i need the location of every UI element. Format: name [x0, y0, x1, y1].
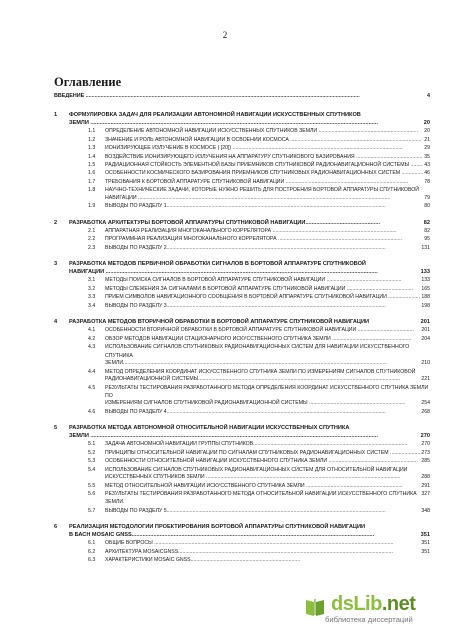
toc-section[interactable] — [54, 507, 430, 515]
toc-number: 1.5 — [88, 162, 96, 169]
toc-title: АРХИТЕКТУРА MOSAICGNSS..................................................................................................................................................... — [105, 548, 393, 555]
toc-section[interactable] — [54, 169, 430, 177]
toc-number: 5.3 — [88, 458, 96, 465]
toc-number: 3.3 — [88, 294, 96, 301]
toc-entry-intro[interactable] — [54, 92, 430, 100]
toc-chapter[interactable] — [54, 424, 430, 432]
toc-section[interactable] — [54, 178, 430, 186]
toc-page-number: 291 — [421, 482, 430, 489]
toc-number: 1.8 — [88, 187, 96, 194]
toc-section[interactable] — [54, 302, 430, 310]
toc-section[interactable] — [54, 244, 430, 252]
toc-title: НАУЧНО-ТЕХНИЧЕСКИЕ ЗАДАЧИ, КОТОРЫЕ НУЖНО РЕШИТЬ ДЛЯ ПОСТРОЕНИЯ БОРТОВОЙ АППАРАТУРЫ СПУТНИКОВОЙ — [105, 187, 420, 194]
toc-title: МЕТОД ОПРЕДЕЛЕНИЯ КООРДИНАТ ИСКУССТВЕННОГО СПУТНИКА ЗЕМЛИ ПО ИЗМЕРЕНИЯМ СИГНАЛОВ СПУТНИКОВОЙ — [105, 368, 416, 375]
toc-section[interactable] — [54, 326, 430, 334]
toc-page-number: 351 — [421, 540, 430, 547]
toc-page-number: 201 — [421, 327, 430, 334]
toc-number: 2 — [54, 219, 58, 226]
toc-title: ВЫВОДЫ ПО РАЗДЕЛУ 1........................................................................................................................................................ — [105, 203, 386, 210]
toc-section[interactable] — [54, 202, 430, 210]
toc-section[interactable] — [54, 440, 430, 448]
book-logo-icon — [303, 595, 327, 619]
toc-section[interactable] — [54, 449, 430, 457]
toc-page-number: 20 — [424, 128, 430, 135]
toc-page-number: 268 — [421, 408, 430, 415]
toc-page-number: 254 — [421, 400, 430, 407]
toc-number: 4 — [54, 318, 58, 325]
watermark-subtitle: библиотека диссертаций — [325, 615, 413, 624]
toc-title: ОСОБЕННОСТИ ОТНОСИТЕЛЬНОЙ НАВИГАЦИИ ИСКУССТВЕННОГО СПУТНИКА ЗЕМЛИ .............................................................. — [105, 458, 418, 465]
toc-chapter[interactable] — [54, 260, 430, 268]
toc-number: 4.2 — [88, 335, 96, 342]
toc-number: 3.4 — [88, 302, 96, 309]
toc-title: РЕЗУЛЬТАТЫ ТЕСТИРОВАНИЯ РАЗРАБОТАННОГО МЕТОДА ОТНОСИТЕЛЬНОЙ НАВИГАЦИИ ИСКУССТВЕННОГО СПУТНИКА ЗЕМЛИ. — [105, 490, 417, 506]
toc-number: 4.1 — [88, 327, 96, 334]
toc-page-number: 21 — [424, 136, 430, 143]
toc-page-number: 221 — [421, 375, 430, 382]
toc-section[interactable] — [54, 368, 430, 376]
watermark-logo — [331, 593, 415, 616]
toc-number: 1.2 — [88, 136, 96, 143]
toc-page-number: 198 — [421, 302, 430, 309]
toc-number: 4.6 — [88, 408, 96, 415]
toc-chapter[interactable] — [54, 433, 430, 441]
toc-title: ВОЗДЕЙСТВИЕ ИОНИЗИРУЮЩЕГО ИЗЛУЧЕНИЯ НА АППАРАТУРУ СПУТНИКОВОГО БАЗИРОВАНИЯ .............................................. — [105, 153, 423, 160]
toc-title: ПРИНЦИПЫ ОТНОСИТЕЛЬНОЙ НАВИГАЦИИ ПО СИГНАЛАМ СПУТНИКОВЫХ РАДИОНАВИГАЦИОННЫХ СИСТЕМ ..................... — [105, 449, 421, 456]
toc-chapter[interactable] — [54, 111, 430, 119]
toc-page-number: 82 — [424, 228, 430, 235]
toc-page-number: 131 — [421, 244, 430, 251]
toc-number: 4.3 — [88, 344, 96, 351]
toc-number: 5.5 — [88, 482, 96, 489]
toc-title: НАВИГАЦИИ ............................................................................................................................................................................... — [69, 268, 378, 275]
toc-page-number: 133 — [420, 268, 430, 275]
toc-section[interactable] — [54, 384, 430, 401]
toc-page-number: 4 — [427, 93, 430, 99]
toc-title: ЗЕМЛИ ......................................................................................................................................................................................... — [69, 432, 378, 439]
toc-number: 5.6 — [88, 490, 96, 497]
table-of-contents — [54, 92, 430, 564]
toc-section[interactable] — [54, 276, 430, 284]
toc-chapter[interactable] — [54, 523, 430, 531]
toc-title: ОБЗОР МЕТОДОВ НАВИГАЦИИ СТАЦИОНАРНОГО ИСКУССТВЕННОГО СПУТНИКА ЗЕМЛИ ....................................................... — [105, 335, 412, 342]
toc-number: 3 — [54, 261, 58, 268]
toc-page-number: 133 — [421, 277, 430, 284]
toc-number: 1.4 — [88, 153, 96, 160]
toc-chapter[interactable] — [54, 219, 430, 227]
toc-page-number: 43 — [424, 162, 430, 169]
toc-title: ХАРАКТЕРИСТИКИ MOSAIC GNSS............................................................................ — [105, 557, 301, 563]
toc-title: ИСПОЛЬЗОВАНИЕ СИГНАЛОВ СПУТНИКОВЫХ РАДИОНАВИГАЦИОННЫХ СИСТЕМ ДЛЯ НАВИГАЦИИ ИСКУССТВЕННОГО СПУТНИКА — [105, 344, 410, 359]
toc-title: ВЫВОДЫ ПО РАЗДЕЛУ 2........................................................................................................................................................ — [105, 244, 386, 251]
toc-chapter[interactable] — [54, 120, 430, 128]
toc-number: 1.7 — [88, 178, 96, 185]
toc-section[interactable] — [54, 482, 430, 490]
toc-page-number: 29 — [424, 145, 430, 152]
toc-section[interactable] — [54, 136, 430, 144]
toc-page-number: 288 — [421, 473, 430, 480]
page-title: Оглавление — [54, 75, 122, 89]
toc-title: ЗАДАЧА АВТОНОМНОЙ НАВИГАЦИИ ГРУППЫ СПУТНИКОВ........................................................................................................... — [105, 441, 408, 448]
toc-number: 6.3 — [88, 557, 96, 563]
toc-section[interactable] — [54, 376, 430, 384]
toc-section[interactable] — [54, 457, 430, 465]
toc-page-number: 270 — [420, 432, 430, 439]
toc-number: 5.1 — [88, 441, 96, 448]
toc-section[interactable] — [54, 360, 430, 368]
toc-title: ТРЕБОВАНИЯ К БОРТОВОЙ АППАРАТУРЕ СПУТНИКОВОЙ НАВИГАЦИИ ..................................................................................... — [105, 178, 409, 185]
toc-page-number: 351 — [420, 531, 430, 538]
toc-page-number: 79 — [424, 194, 430, 201]
toc-number: 1.3 — [88, 145, 96, 152]
toc-page-number: 204 — [421, 335, 430, 342]
toc-section[interactable] — [54, 335, 430, 343]
toc-title: РАЗРАБОТКА АРХИТЕКТУРЫ БОРТОВОЙ АППАРАТУРЫ СПУТНИКОВОЙ НАВИГАЦИИ................................................ — [69, 219, 381, 226]
page-number: 2 — [222, 30, 228, 40]
toc-number: 2.1 — [88, 228, 96, 235]
toc-page-number: 95 — [424, 236, 430, 243]
toc-title: ВВЕДЕНИЕ ....................................................................................................................................................................................... — [54, 93, 360, 99]
toc-number: 2.2 — [88, 236, 96, 243]
toc-section[interactable] — [54, 153, 430, 161]
toc-title: ПРИЕМ СИМВОЛОВ НАВИГАЦИОННОГО СООБЩЕНИЯ В БОРТОВОЙ АППАРАТУРЕ СПУТНИКОВОЙ НАВИГАЦИИ ...................... — [105, 294, 421, 301]
toc-section[interactable] — [54, 235, 430, 243]
toc-number: 1.9 — [88, 203, 96, 210]
toc-section[interactable] — [54, 127, 430, 135]
toc-page-number: 270 — [421, 441, 430, 448]
toc-number: 5.2 — [88, 449, 96, 456]
toc-page-number: 210 — [421, 359, 430, 366]
toc-section[interactable] — [54, 293, 430, 301]
toc-number: 2.3 — [88, 244, 96, 251]
toc-number: 5.4 — [88, 466, 96, 473]
toc-title: ИСКУССТВЕННЫХ СПУТНИКОВ ЗЕМЛИ ....................................................................................................................................... — [105, 473, 401, 480]
toc-chapter[interactable] — [54, 269, 430, 277]
toc-title: ЗЕМЛИ....................................................................................................................................................................................... — [105, 359, 387, 366]
toc-page-number: 188 — [421, 294, 430, 301]
toc-section[interactable] — [54, 408, 430, 416]
toc-title: РАЗРАБОТКА МЕТОДОВ ПЕРВИЧНОЙ ОБРАБОТКИ СИГНАЛОВ В БОРТОВОЙ АППАРАТУРЕ СПУТНИКОВОЙ — [69, 261, 366, 268]
toc-title: ИСПОЛЬЗОВАНИЕ СИГНАЛОВ СПУТНИКОВЫХ РАДИОНАВИГАЦИОННЫХ СИСТЕМ ДЛЯ ОТНОСИТЕЛЬНОЙ НАВИГАЦИИ — [105, 466, 408, 473]
toc-number: 5.7 — [88, 507, 96, 514]
toc-number: 5 — [54, 425, 58, 432]
toc-title: ОСОБЕННОСТИ ВТОРИЧНОЙ ОБРАБОТКИ В БОРТОВОЙ АППАРАТУРЕ СПУТНИКОВОЙ НАВИГАЦИИ ....................................... — [105, 327, 414, 334]
toc-number: 4.4 — [88, 368, 96, 375]
toc-title: РЕАЛИЗАЦИЯ МЕТОДОЛОГИИ ПРОЕКТИРОВАНИЯ БОРТОВОЙ АППАРАТУРЫ СПУТНИКОВОЙ НАВИГАЦИИ — [69, 524, 366, 531]
toc-number: 6 — [54, 524, 58, 531]
toc-title: РАДИОНАВИГАЦИОННОЙ СИСТЕМЫ............................................................................................................................................ — [105, 375, 401, 382]
toc-section[interactable] — [54, 186, 430, 194]
toc-title: ВЫВОДЫ ПО РАЗДЕЛУ 5........................................................................................................................................................ — [105, 507, 386, 514]
toc-page-number: 327 — [421, 490, 430, 497]
toc-page-number: 351 — [421, 548, 430, 555]
toc-section[interactable] — [54, 195, 430, 203]
toc-title: ПРОГРАММНАЯ РЕАЛИЗАЦИЯ МНОГОКАНАЛЬНОГО КОРРЕЛЯТОРА ...................................................................................... — [105, 236, 403, 243]
toc-page-number: 35 — [424, 153, 430, 160]
toc-title: ОБЩИЕ ВОПРОСЫ ...................................................................................................................................................................... — [105, 540, 394, 547]
toc-title: ИЗМЕРЕНИЯМ СИГНАЛОВ СПУТНИКОВОЙ РАДИОНАВИГАЦИОННОЙ СИСТЕМЫ ................................................................... — [105, 400, 406, 407]
watermark-logo-part1: dsLib — [331, 593, 382, 615]
toc-title: ФОРМУЛИРОВКА ЗАДАЧ ДЛЯ РЕАЛИЗАЦИИ АВТОНОМНОЙ НАВИГАЦИИ ИСКУССТВЕННЫХ СПУТНИКОВ — [69, 112, 361, 119]
toc-page-number: 285 — [421, 458, 430, 465]
toc-title: НАВИГАЦИИ ............................................................................................................................................................................... — [105, 194, 391, 201]
toc-page-number: 201 — [420, 318, 430, 325]
toc-title: ОПРЕДЕЛЕНИЕ АВТОНОМНОЙ НАВИГАЦИИ ИСКУССТВЕННЫХ СПУТНИКОВ ЗЕМЛИ ..................................................................... — [105, 128, 419, 135]
toc-section[interactable] — [54, 400, 430, 408]
toc-title: РАДИАЦИОННАЯ СТОЙКОСТЬ ЭЛЕМЕНТНОЙ БАЗЫ ПРИЕМНИКОВ СПУТНИКОВОЙ РАДИОНАВИГАЦИОННОЙ СИСТЕМЫ ........ — [105, 162, 423, 169]
toc-title: АППАРАТНАЯ РЕАЛИЗАЦИЯ МНОГОКАНАЛЬНОГО КОРРЕЛЯТОРА ...................................................................................... — [105, 228, 397, 235]
toc-title: В БАСН MOSAIC GNSS............................................................................................................................................................ — [69, 531, 375, 538]
toc-title: ЗНАЧЕНИЕ И РОЛЬ АВТОНОМНОЙ НАВИГАЦИИ В ОСВОЕНИИ КОСМОСА ........................................................................................... — [105, 136, 422, 143]
toc-section[interactable] — [54, 161, 430, 169]
toc-number: 1 — [54, 112, 58, 119]
toc-title: РАЗРАБОТКА МЕТОДА АВТОНОМНОЙ ОТНОСИТЕЛЬНОЙ НАВИГАЦИИ ИСКУССТВЕННЫХ СПУТНИКА — [69, 425, 350, 432]
toc-page-number: 46 — [424, 170, 430, 177]
toc-chapter[interactable] — [54, 532, 430, 540]
toc-title: ВЫВОДЫ ПО РАЗДЕЛУ 4........................................................................................................................................................ — [105, 408, 386, 415]
toc-section[interactable] — [54, 556, 430, 564]
toc-page-number: 82 — [423, 219, 430, 226]
toc-title: ОСОБЕННОСТИ КОСМИЧЕСКОГО БАЗИРОВАНИЯ ПРИЕМНИКОВ СПУТНИКОВЫХ РАДИОНАВИГАЦИОННЫХ СИСТЕМ ............... — [105, 170, 424, 177]
toc-title: МЕТОДЫ СЛЕЖЕНИЯ ЗА СИГНАЛАМИ В БОРТОВОЙ АППАРАТУРЕ СПУТНИКОВОЙ НАВИГАЦИИ .............................................. — [105, 285, 414, 292]
toc-page-number: 78 — [424, 178, 430, 185]
toc-section[interactable] — [54, 285, 430, 293]
toc-title: РАЗРАБОТКА МЕТОДОВ ВТОРИЧНОЙ ОБРАБОТКИ В БОРТОВОЙ АППАРАТУРЕ СПУТНИКОВОЙ НАВИГАЦИИ — [69, 318, 370, 325]
toc-page-number: 80 — [424, 203, 430, 210]
toc-section[interactable] — [54, 466, 430, 474]
toc-page-number: 273 — [421, 449, 430, 456]
toc-section[interactable] — [54, 539, 430, 547]
toc-section[interactable] — [54, 490, 430, 507]
toc-section[interactable] — [54, 343, 430, 360]
toc-title: ВЫВОДЫ ПО РАЗДЕЛУ 3........................................................................................................................................................ — [105, 302, 386, 309]
toc-title: МЕТОД ОТНОСИТЕЛЬНОЙ НАВИГАЦИИ ИСКУССТВЕННОГО СПУТНИКА ЗЕМЛИ ................................................................... — [105, 482, 403, 489]
watermark — [301, 593, 436, 627]
watermark-logo-part2: .net — [381, 593, 416, 615]
toc-number: 1.1 — [88, 128, 96, 135]
toc-page-number: 165 — [421, 285, 430, 292]
toc-number: 1.6 — [88, 170, 96, 177]
toc-number: 3.2 — [88, 285, 96, 292]
toc-section[interactable] — [54, 474, 430, 482]
toc-number: 4.5 — [88, 384, 96, 391]
toc-section[interactable] — [54, 548, 430, 556]
toc-chapter[interactable] — [54, 318, 430, 326]
toc-title: РЕЗУЛЬТАТЫ ТЕСТИРОВАНИЯ РАЗРАБОТАННОГО МЕТОДА ОПРЕДЕЛЕНИЯ КООРДИНАТ ИСКУССТВЕННОГО СПУТНИКА ЗЕМЛИ ПО — [105, 384, 429, 399]
toc-section[interactable] — [54, 227, 430, 235]
toc-title: ИОНИЗИРУЮЩЕЕ ИЗЛУЧЕНИЕ В КОСМОСЕ ( [20]) ...................................................................................................................... — [105, 145, 403, 152]
toc-section[interactable] — [54, 144, 430, 152]
toc-title: МЕТОДЫ ПОИСКА СИГНАЛОВ В БОРТОВОЙ АППАРАТУРЕ СПУТНИКОВОЙ НАВИГАЦИИ .................................................... — [105, 277, 402, 284]
toc-number: 3.1 — [88, 277, 96, 284]
toc-number: 6.2 — [88, 548, 96, 555]
toc-title: ЗЕМЛИ ......................................................................................................................................................................................... — [69, 119, 378, 126]
toc-page-number: 348 — [421, 507, 430, 514]
toc-page-number: 20 — [423, 119, 430, 126]
toc-number: 6.1 — [88, 540, 96, 547]
